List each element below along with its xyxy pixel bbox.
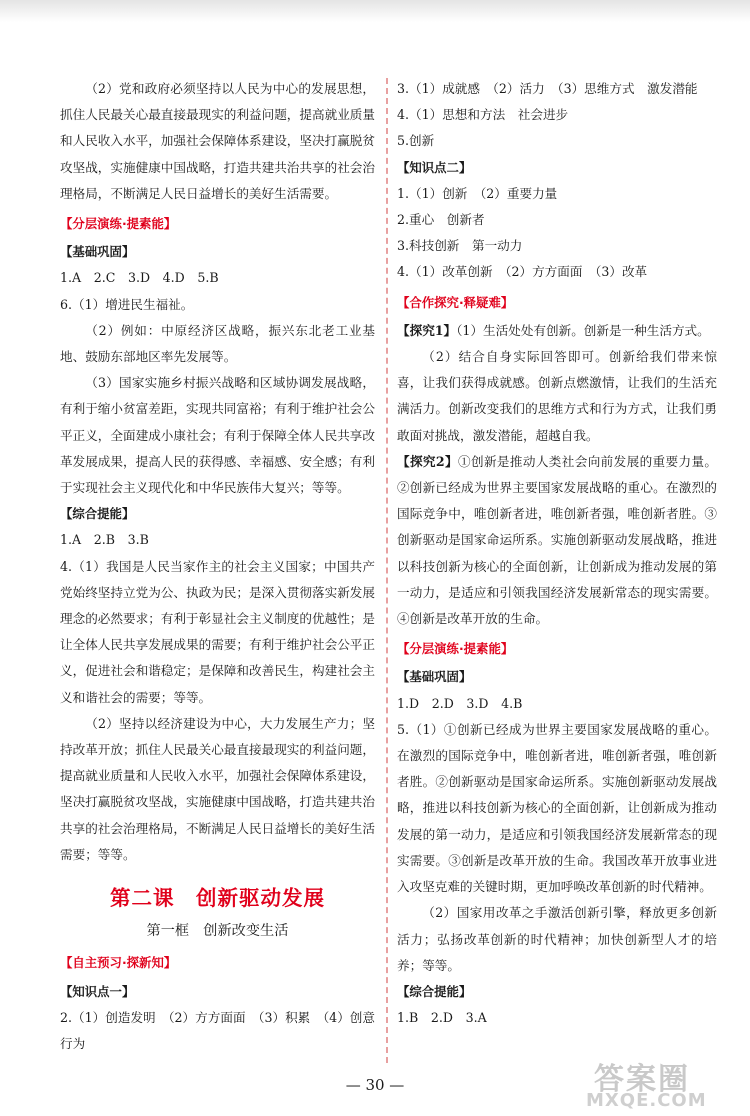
answer-paragraph: （2）结合自身实际回答即可。创新给我们带来惊喜，让我们获得成就感。创新点燃激情，让我们的生活充满活力。创新改变我们的思维方式和行为方式，让我们勇敢面对挑战，激发潜能，超越自我。 [397, 349, 717, 443]
answer-paragraph: （2）国家用改革之手激活创新引擎，释放更多创新活力；弘扬改革创新的时代精神；加快创新型人才的培养；等等。 [397, 905, 717, 973]
subsection-heading: 【基础巩固】 [60, 244, 135, 260]
left-column [60, 76, 375, 1057]
watermark-url: MXQE.COM [586, 1090, 707, 1111]
subsection-heading: 【综合提能】 [397, 983, 472, 999]
answer-paragraph: （2）坚持以经济建设为中心，大力发展生产力；坚持改革开放；抓住人民最关心最直接最现实的利益问题，提高就业质量和人民收入水平，加强社会保障体系建设，坚决打赢脱贫攻坚战，实施健康中国战略，打造共建共治共享的社会治理格局，不断满足人民日益增长的美好生活需要；等等。 [60, 715, 375, 862]
answer-line: 1.B 2.D 3.A [397, 1010, 487, 1026]
inquiry-text: （1）生活处处有创新。创新是一种生活方式。 [456, 322, 710, 338]
watermark-mark: 答案圈 [594, 1062, 690, 1097]
subsection-heading: 【综合提能】 [60, 506, 135, 522]
right-column [397, 76, 717, 1031]
inquiry-label: 【探究2】 [397, 453, 459, 469]
section-heading: 【分层演练·提素能】 [60, 216, 177, 232]
answer-line: 3.（1）成就感 （2）活力 （3）思维方式 激发潜能 [397, 81, 698, 96]
subsection-heading: 【知识点一】 [60, 983, 135, 999]
answer-line: 3.科技创新 第一动力 [397, 238, 523, 254]
subsection-heading: 【基础巩固】 [397, 669, 472, 685]
answer-line: 4.（1）思想和方法 社会进步 [397, 107, 569, 123]
answer-line: 2.（1）创造发明 （2）方方面面 （3）积累 （4）创意行为 [60, 1009, 375, 1051]
answer-line: 1.D 2.D 3.D 4.B [397, 695, 523, 711]
section-heading: 【合作探究·释疑难】 [397, 294, 514, 310]
section-heading: 【自主预习·探新知】 [60, 955, 177, 971]
answer-line: 1.（1）创新 （2）重要力量 [397, 185, 558, 201]
lesson-title: 第二课 创新驱动发展 [110, 886, 325, 911]
inquiry-2 [397, 449, 717, 632]
answer-line: 4.（1）改革创新 （2）方方面面 （3）改革 [397, 264, 648, 280]
answer-paragraph: 4.（1）我国是人民当家作主的社会主义国家；中国共产党始终坚持立党为公、执政为民；是深入贯彻落实新发展理念的必然要求；有利于彰显社会主义制度的优越性；是让全体人民共享发展成果的需要；有利于维护社会公平正义，促进社会和谐稳定；是保障和改善民生，构建社会主义和谐社会的需要；等等。 [60, 558, 375, 705]
answer-paragraph: （2）例如：中原经济区战略，振兴东北老工业基地、鼓励东部地区率先发展等。 [60, 322, 375, 365]
answer-line: 2.重心 创新者 [397, 212, 485, 228]
column-divider [386, 78, 388, 1063]
answer-line: 6.（1）增进民生福祉。 [60, 296, 194, 312]
scan-edge [0, 0, 750, 22]
inquiry-text: ①创新是推动人类社会向前发展的重要力量。②创新已经成为世界主要国家发展战略的重心。在激烈的国际竞争中，唯创新者进，唯创新者强，唯创新者胜。③创新驱动是国家命运所系。实施创新驱动发展战略，推进以科技创新为核心的全面创新，让创新成为推动发展的第一动力，是适应和引领我国经济发展新常态的现实需要。④创新是改革开放的生命。 [397, 453, 718, 627]
inquiry-label: 【探究1】 [397, 322, 457, 338]
answer-line: 5.创新 [397, 133, 435, 149]
subsection-heading: 【知识点二】 [397, 159, 472, 175]
frame-title: 第一框 创新改变生活 [146, 923, 289, 940]
inquiry-1 [397, 318, 717, 344]
answer-line: 1.A 2.C 3.D 4.D 5.B [60, 270, 219, 286]
answer-paragraph: （2）党和政府必须坚持以人民为中心的发展思想，抓住人民最关心最直接最现实的利益问题，提高就业质量和人民收入水平，加强社会保障体系建设，坚决打赢脱贫攻坚战，实施健康中国战略，打造共建共治共享的社会治理格局，不断满足人民日益增长的美好生活需要。 [60, 81, 375, 201]
section-heading: 【分层演练·提素能】 [397, 641, 514, 657]
page-number: — 30 — [345, 1076, 405, 1094]
watermark-logo [582, 1052, 732, 1110]
answer-line: 1.A 2.B 3.B [60, 532, 149, 548]
answer-paragraph: （3）国家实施乡村振兴战略和区域协调发展战略，有利于缩小贫富差距，实现共同富裕；有利于维护社会公平正义，全面建成小康社会；有利于保障全体人民共享改革发展成果，提高人民的获得感、幸福感、安全感；有利于实现社会主义现代化和中华民族伟大复兴；等等。 [60, 375, 375, 496]
answer-paragraph: 5.（1）①创新已经成为世界主要国家发展战略的重心。在激烈的国际竞争中，唯创新者进，唯创新者强，唯创新者胜。②创新驱动是国家命运所系。实施创新驱动发展战略，推进以科技创新为核心的全面创新，让创新成为推动发展的第一动力，是适应和引领我国经济发展新常态的现实需要。③创新是改革开放的生命。我国改革开放事业进入攻坚克难的关键时期，更加呼唤改革创新的时代精神。 [397, 721, 717, 895]
